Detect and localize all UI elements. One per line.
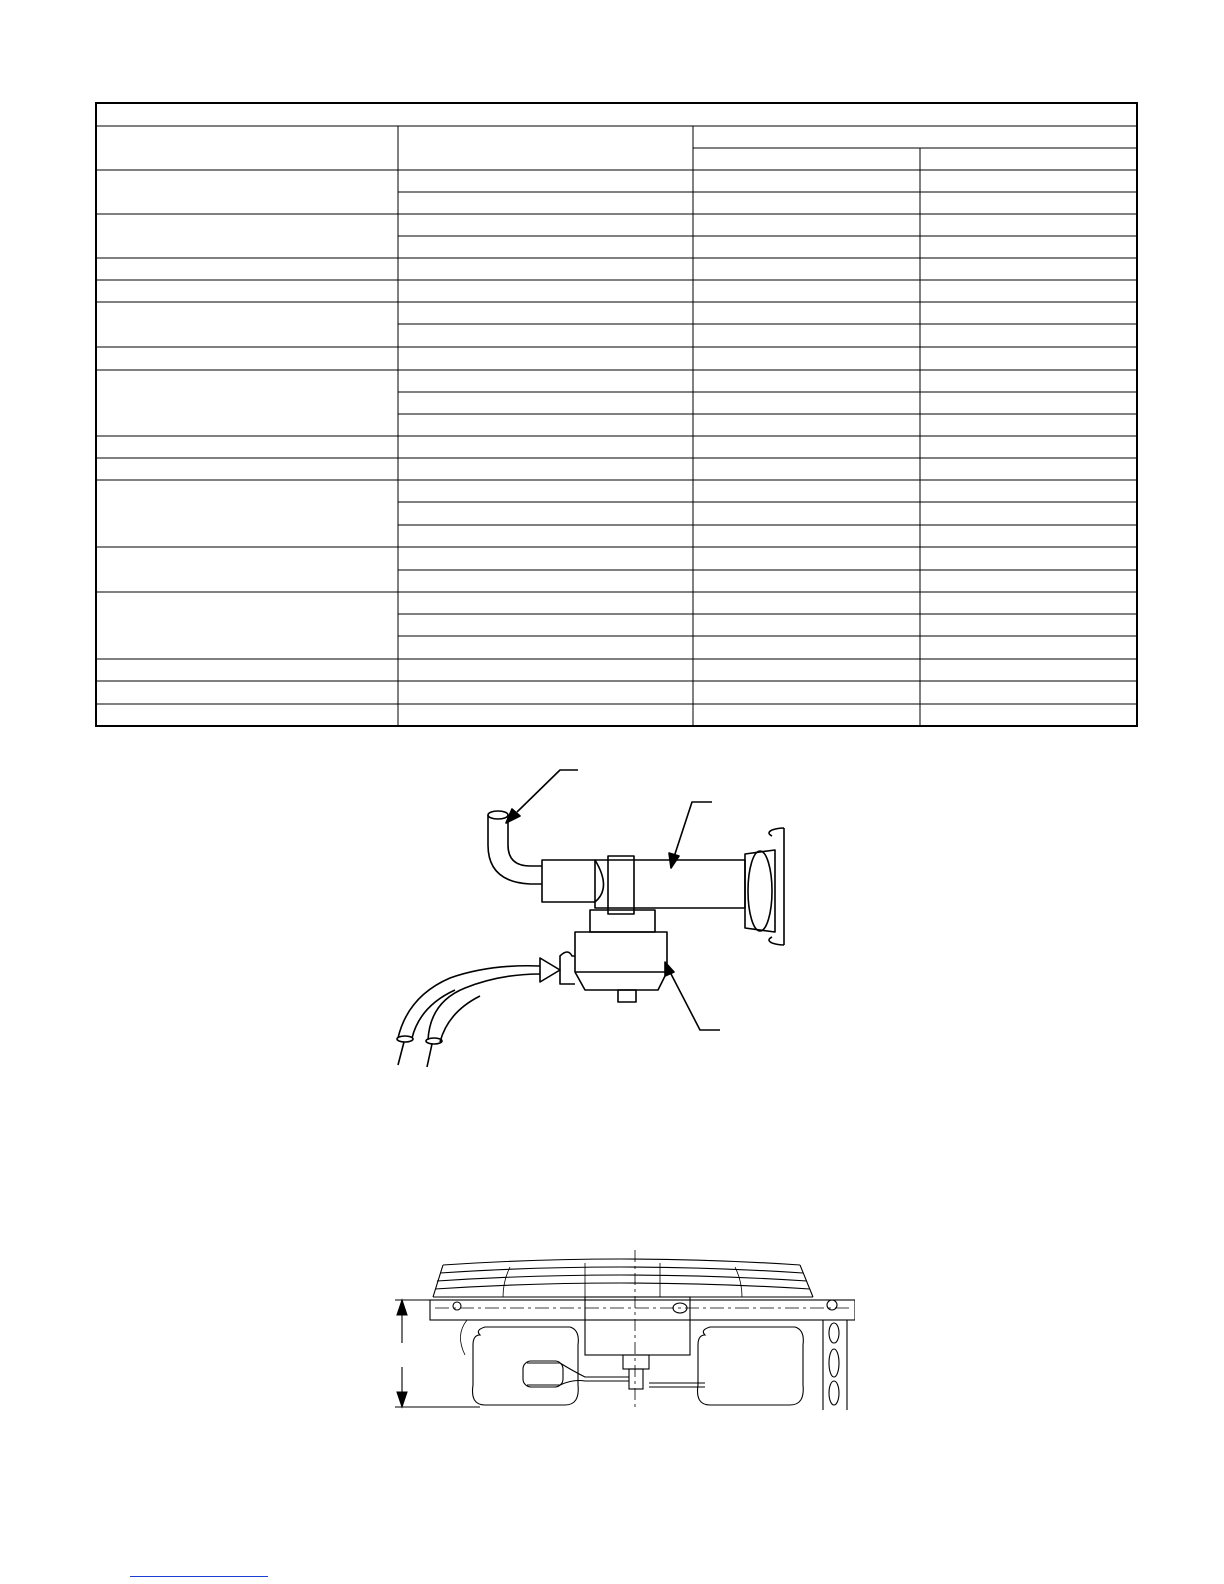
wall-break-bottom — [769, 937, 772, 943]
side-frame — [823, 1320, 847, 1410]
valve-assembly-figure — [380, 760, 820, 1080]
fan-grille — [433, 1259, 813, 1297]
table-grid — [95, 126, 1138, 727]
flange — [745, 850, 775, 932]
frame-slot-2 — [829, 1349, 839, 1377]
dimension-arrow-down — [397, 1392, 407, 1407]
footer-link[interactable] — [130, 1576, 268, 1577]
coil-base — [575, 972, 667, 990]
main-body-pipe — [595, 860, 745, 908]
frame-hole — [827, 1300, 837, 1310]
dimension-line — [395, 1300, 480, 1407]
coil-plug — [618, 990, 636, 1002]
motor-shaft — [629, 1369, 643, 1389]
flange-rim — [748, 851, 772, 931]
cable-end-left — [397, 1036, 413, 1042]
bent-tube — [488, 815, 542, 884]
frame-slot-1 — [829, 1323, 839, 1343]
dimension-arrow-up — [397, 1300, 407, 1315]
connector-cone — [540, 958, 560, 982]
callout-leader-top-right — [669, 802, 712, 868]
mounting-wall — [772, 828, 784, 945]
blade-tip — [523, 1361, 563, 1387]
motor-hub — [623, 1355, 649, 1369]
clamp-band — [608, 856, 634, 914]
frame-slot-3 — [829, 1381, 839, 1405]
callout-leader-bottom-right — [665, 962, 720, 1030]
specification-table — [95, 102, 1138, 727]
solenoid-coil — [575, 932, 667, 972]
elbow-connector — [560, 952, 575, 984]
fan-assembly-figure — [385, 1245, 855, 1415]
fan-blade-right — [698, 1327, 804, 1405]
top-panel — [430, 1300, 855, 1320]
tube-end — [488, 811, 508, 819]
panel-screw-left — [453, 1302, 461, 1310]
callout-leader-top-left — [506, 770, 578, 823]
cable-inner — [412, 990, 480, 1042]
wall-break-top — [769, 830, 772, 836]
cable-leads — [398, 1042, 432, 1067]
